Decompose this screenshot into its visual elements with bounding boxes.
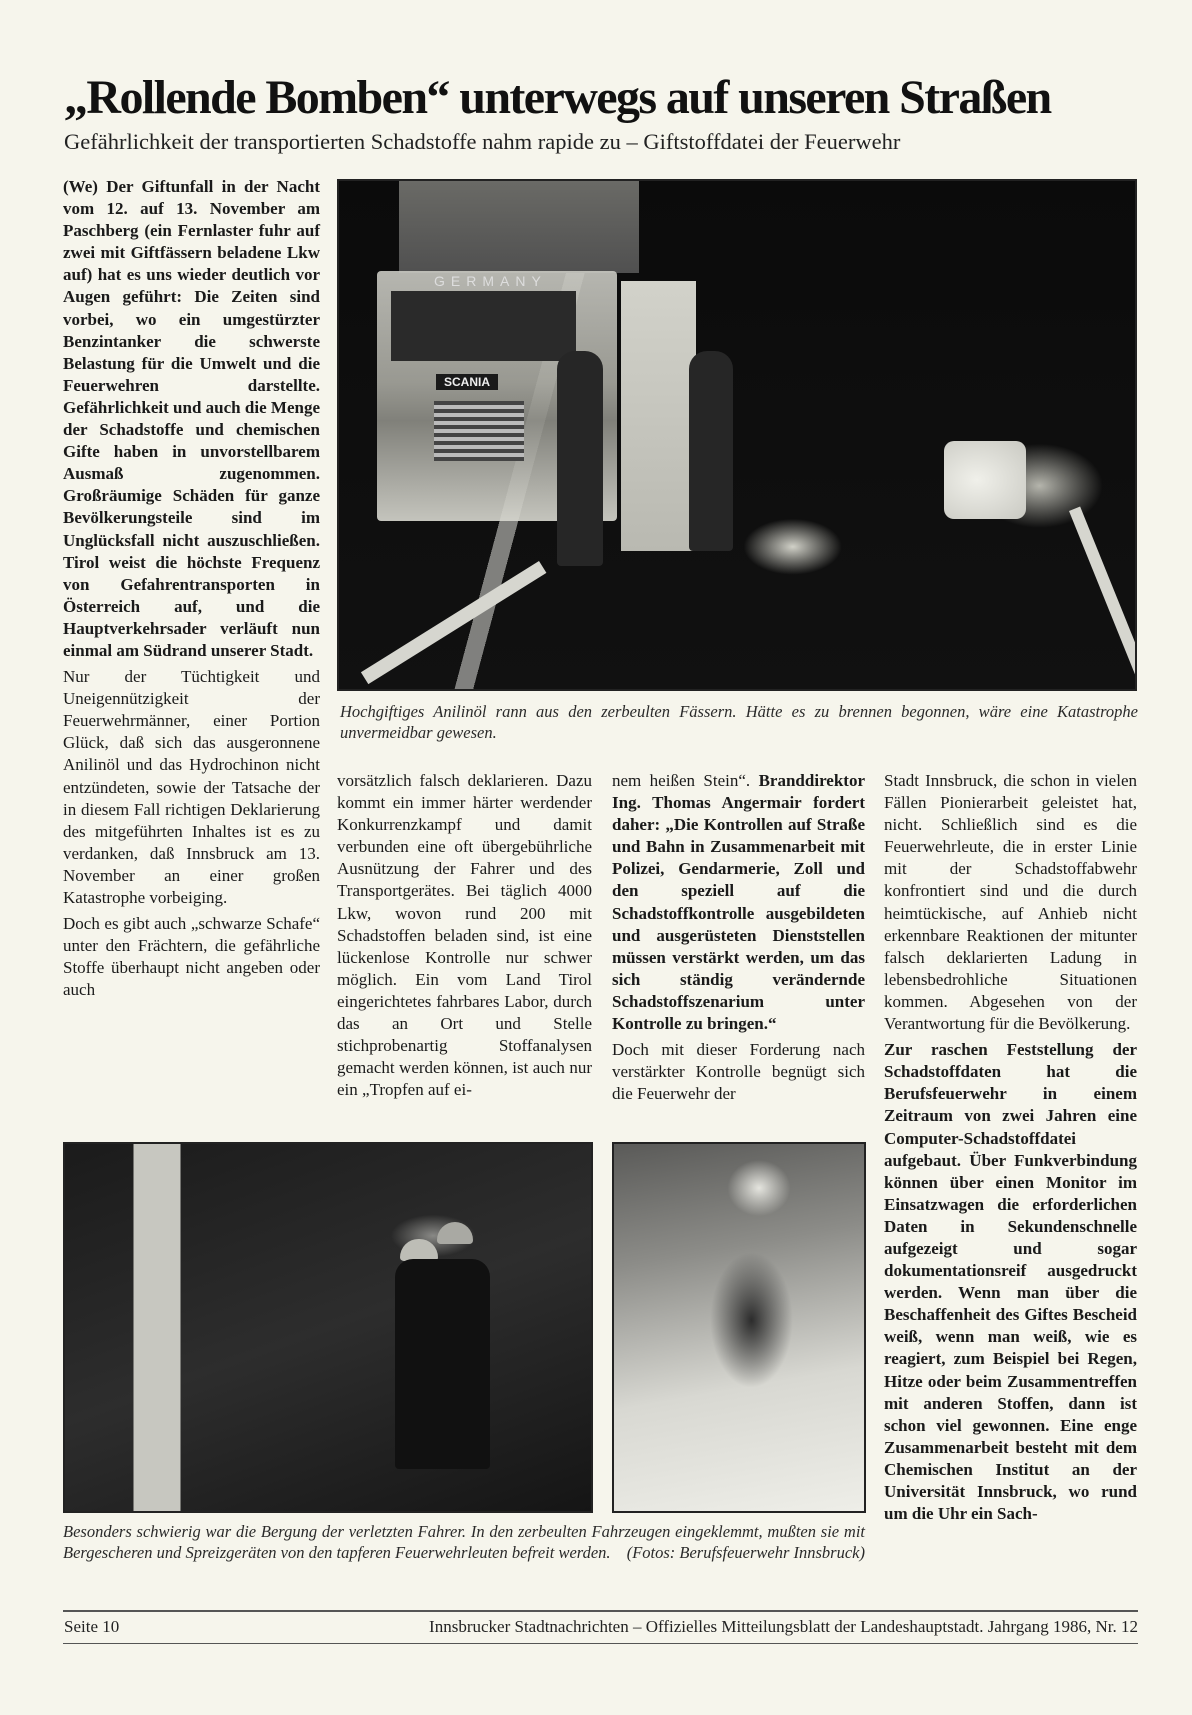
firefighter-helmet xyxy=(437,1222,473,1244)
publication-line: Innsbrucker Stadtnachrichten – Offizielles Mitteilungsblatt der Landeshauptstadt. Jahrgang 1986, Nr. 12 xyxy=(429,1617,1138,1636)
quote-end: nem heißen Stein“. xyxy=(612,771,751,790)
truck-windshield xyxy=(391,291,576,361)
firefighter-helmet xyxy=(400,1239,438,1261)
photo-credit: (Fotos: Berufsfeuerwehr Innsbruck) xyxy=(626,1543,865,1562)
spilled-drum xyxy=(944,441,1026,519)
paragraph: Stadt Innsbruck, die schon in vielen Fällen Pionierarbeit geleistet hat, nicht. Schließlich sind es die Feuerwehrleute, die in erster Linie mit der Schadstoffabwehr konfrontiert sind und die durch heimtückische, auf Anhieb nicht erkennbare Reaktionen der mitunter falsch deklarierten Ladung in lebensbedrohliche Situationen kommen. Abgesehen von der Verantwortung für die Bevölkerung. xyxy=(884,771,1137,1034)
main-photo-truck-accident xyxy=(337,179,1137,691)
main-photo-caption: Hochgiftiges Anilinöl rann aus den zerbeulten Fässern. Hätte es zu brennen begonnen, wäre eine Katastrophe unvermeidbar gewesen. xyxy=(340,702,1138,742)
footer-rule-bottom xyxy=(63,1643,1138,1644)
footer-rule-top xyxy=(63,1610,1138,1612)
photo-trapped-driver xyxy=(612,1142,866,1513)
paragraph: Nur der Tüchtigkeit und Uneigennützigkeit der Feuerwehrmänner, einer Portion Glück, daß sich das ausgeronnene Anilinöl und das Hydrochinon nicht entzündeten, sowie der Tatsache der in diesem Fall richtigen Deklarierung des mitgeführten Inhaltes ist es zu verdanken, daß Innsbruck am 13. November an einer großen Katastrophe vorbeiging. xyxy=(63,667,320,907)
photo-firefighters-rescue xyxy=(63,1142,593,1513)
article-column-2 xyxy=(337,770,592,1101)
truck-label: GERMANY xyxy=(434,273,547,289)
subheadline: Gefährlichkeit der transportierten Schadstoffe nahm rapide zu – Giftstoffdatei der Feuerwehr xyxy=(64,129,901,154)
bottom-photos-caption xyxy=(63,1521,865,1563)
paragraph: Doch es gibt auch „schwarze Schafe“ unter den Frächtern, die gefährliche Stoffe überhaupt nicht angeben oder auch xyxy=(63,914,320,1000)
article-column-3 xyxy=(612,770,865,1105)
article-column-4 xyxy=(884,770,1137,1525)
firefighter-silhouette xyxy=(395,1259,490,1469)
firefighter-silhouette xyxy=(689,351,733,551)
headline: „Rollende Bomben“ unterwegs auf unseren Straßen xyxy=(64,71,1051,124)
road-marking xyxy=(361,561,547,684)
page-number: Seite 10 xyxy=(64,1617,120,1636)
paragraph: Doch mit dieser Forderung nach verstärkter Kontrolle begnügt sich die Feuerwehr der xyxy=(612,1040,865,1104)
truck-grille xyxy=(434,401,524,461)
road-marking xyxy=(1069,507,1137,691)
truck-trailer xyxy=(399,181,639,273)
lead-paragraph: (We) Der Giftunfall in der Nacht vom 12. auf 13. November am Paschberg (ein Fernlaster fuhr auf zwei mit Giftfässern beladene Lkw auf) hat es uns wieder deutlich vor Augen geführt: Die Zeiten sind vorbei, wo ein umgestürzter Benzintanker die schwerste Belastung für die Umwelt und die Feuerwehren darstellte. Gefährlichkeit und auch die Menge der Schadstoffe und chemischen Gifte haben in unvorstellbarem Ausmaß zugenommen. Großräumige Schäden für ganze Bevölkerungsteile sind im Unglücksfall nicht auszuschließen. Tirol weist die höchste Frequenz von Gefahrentransporten in Österreich auf, und die Hauptverkehrsader verläuft nun einmal am Südrand unserer Stadt. xyxy=(63,177,320,660)
fire-chief-quote: Branddirektor Ing. Thomas Angermair fordert daher: „Die Kontrollen auf Straße und Bahn in Zusammenarbeit mit Polizei, Gendarmerie, Zoll und den speziell auf die Schadstoffkontrolle ausgebildeten und ausgerüsteten Dienststellen müssen verstärkt werden, um das sich ständig verändernde Schadstoffszenarium unter Kontrolle zu bringen.“ xyxy=(612,771,866,1034)
paragraph: vorsätzlich falsch deklarieren. Dazu kommt ein immer härter werdender Konkurrenzkampf und damit verbunden eine oft übergebührliche Ausnützung der Fahrer und des Transportgerätes. Bei täglich 4000 Lkw, wovon rund 200 mit Schadstoffen beladen sind, ist eine lückenlose Kontrolle nur schwer möglich. Ein vom Land Tirol eingerichtetes fahrbares Labor, durch das an Ort und Stelle stichprobenartig Stoffanalysen gemacht werden können, ist auch nur ein „Tropfen auf ei- xyxy=(337,771,592,1100)
article-column-1 xyxy=(63,176,320,1001)
paragraph xyxy=(612,770,865,1035)
brand-label: SCANIA xyxy=(436,374,498,390)
firefighter-silhouette xyxy=(557,351,603,566)
paragraph-database: Zur raschen Feststellung der Schadstoffdaten hat die Berufsfeuerwehr in einem Zeitraum von zwei Jahren eine Computer-Schadstoffdatei aufgebaut. Über Funkverbindung können über einen Monitor im Einsatzwagen die erforderlichen Daten in Sekundenschnelle aufgezeigt und sogar dokumentationsreif ausgedruckt werden. Wenn man über die Beschaffenheit des Giftes Bescheid weiß, wenn man weiß, wie es reagiert, zum Beispiel bei Regen, Hitze oder beim Zusammentreffen mit anderen Stoffen, dann ist schon viel gewonnen. Eine enge Zusammenarbeit besteht mit dem Chemischen Institut an der Universität Innsbruck, wo rund um die Uhr ein Sach- xyxy=(884,1040,1137,1524)
bottom-caption-text: Besonders schwierig war die Bergung der verletzten Fahrer. In den zerbeulten Fahrzeugen eingeklemmt, mußten sie mit Bergescheren und Spreizgeräten von den tapferen Feuerwehrleuten befreit werden. xyxy=(63,1522,865,1562)
truck-door xyxy=(621,281,696,551)
